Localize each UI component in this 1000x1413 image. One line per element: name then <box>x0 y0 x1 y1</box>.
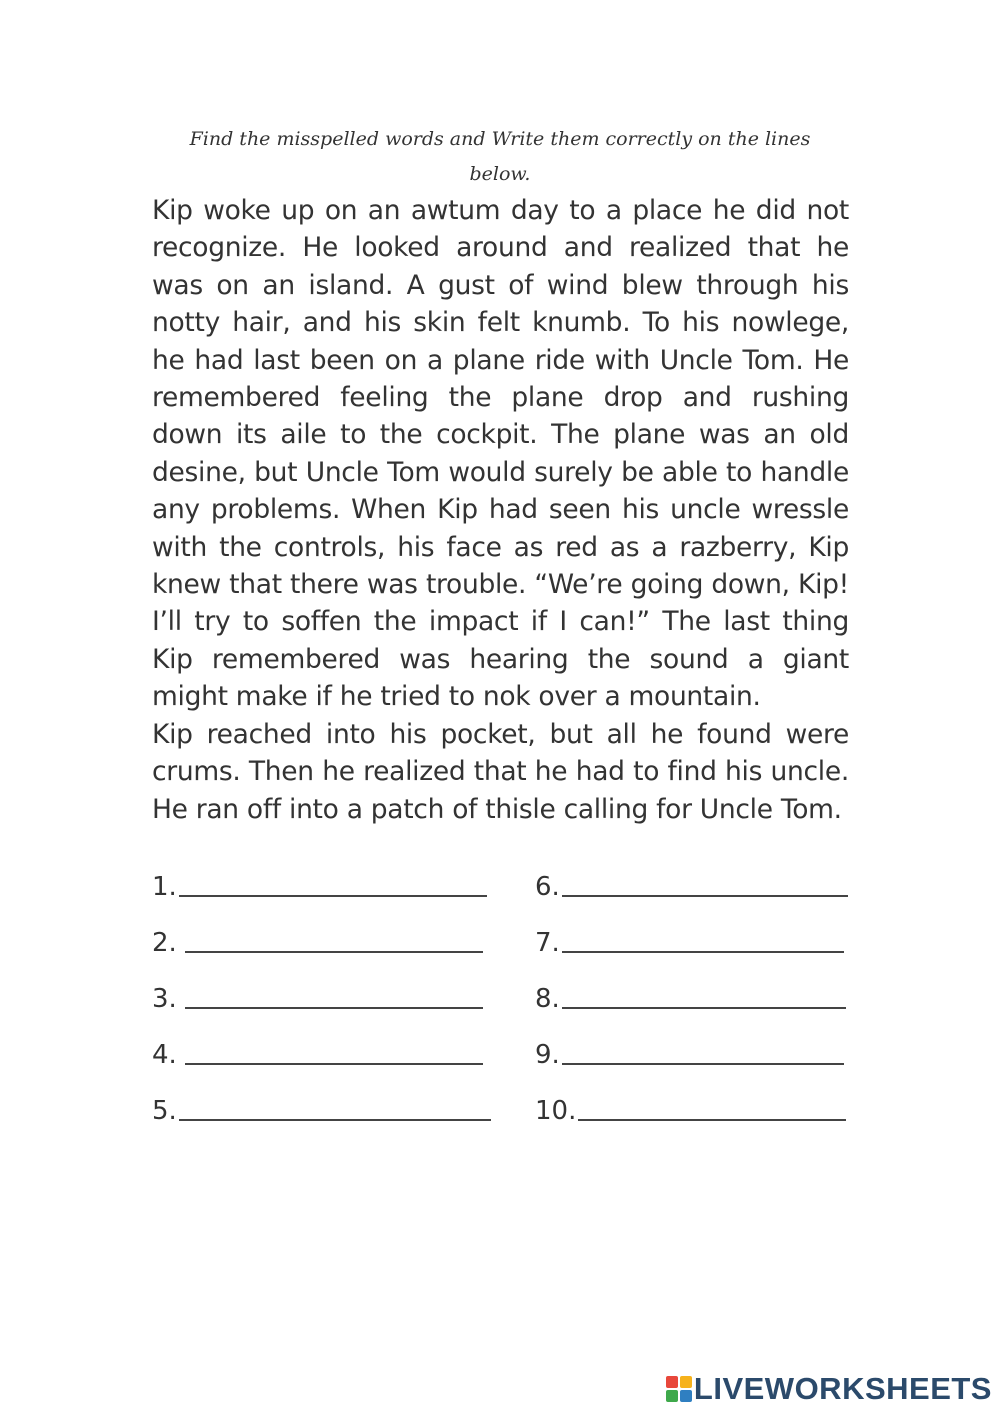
answer-row-9 <box>535 1030 844 1070</box>
answer-row-1 <box>152 862 487 902</box>
answer-number: 4. <box>152 1040 177 1070</box>
story-text <box>152 192 849 828</box>
answer-row-6 <box>535 862 848 902</box>
brand-name: LIVEWORKSHEETS <box>693 1371 992 1406</box>
answer-number: 3. <box>152 984 177 1014</box>
answer-row-5 <box>152 1086 491 1126</box>
answer-number: 6. <box>535 872 560 902</box>
answer-row-10 <box>535 1086 846 1126</box>
answer-line-6[interactable] <box>562 895 848 897</box>
answer-line-8[interactable] <box>562 1007 846 1009</box>
answer-row-2 <box>152 918 483 958</box>
answer-line-9[interactable] <box>562 1063 844 1065</box>
instructions-heading: Find the misspelled words and Write them correctly on the lines below. <box>189 128 811 185</box>
answer-line-7[interactable] <box>562 951 844 953</box>
liveworksheets-brand <box>666 1371 992 1407</box>
answer-number: 9. <box>535 1040 560 1070</box>
answer-number: 10. <box>535 1096 577 1126</box>
answer-number: 2. <box>152 928 177 958</box>
answer-row-7 <box>535 918 844 958</box>
answer-row-4 <box>152 1030 483 1070</box>
answer-line-10[interactable] <box>578 1119 846 1121</box>
story-paragraph-1: Kip woke up on an awtum day to a place he did not recognize. He looked around and realized that he was on an island. A gust of wind blew through his notty hair, and his skin felt knumb. To his nowlege, he had last been on a plane ride with Uncle Tom. He remembered feeling the plane drop and rushing down its aile to the cockpit. The plane was an old desine, but Uncle Tom would surely be able to handle any problems. When Kip had seen his uncle wressle with the controls, his face as red as a razberry, Kip knew that there was trouble. “We’re going down, Kip! I’ll try to soffen the impact if I can!” The last thing Kip remembered was hearing the sound a giant might make if he tried to nok over a mountain. <box>152 195 849 713</box>
story-paragraph-2: Kip reached into his pocket, but all he found were crums. Then he realized that he had to find his uncle. He ran off into a patch of thisle calling for Uncle Tom. <box>152 718 849 825</box>
answer-line-5[interactable] <box>179 1119 491 1121</box>
liveworksheets-logo-icon <box>666 1376 692 1402</box>
answer-line-3[interactable] <box>185 1007 483 1009</box>
answer-line-2[interactable] <box>185 951 483 953</box>
answer-number: 8. <box>535 984 560 1014</box>
answer-row-8 <box>535 974 846 1014</box>
answer-number: 7. <box>535 928 560 958</box>
answer-row-3 <box>152 974 483 1014</box>
answer-line-4[interactable] <box>185 1063 483 1065</box>
answer-line-1[interactable] <box>179 895 487 897</box>
answer-number: 1. <box>152 872 177 902</box>
answer-number: 5. <box>152 1096 177 1126</box>
